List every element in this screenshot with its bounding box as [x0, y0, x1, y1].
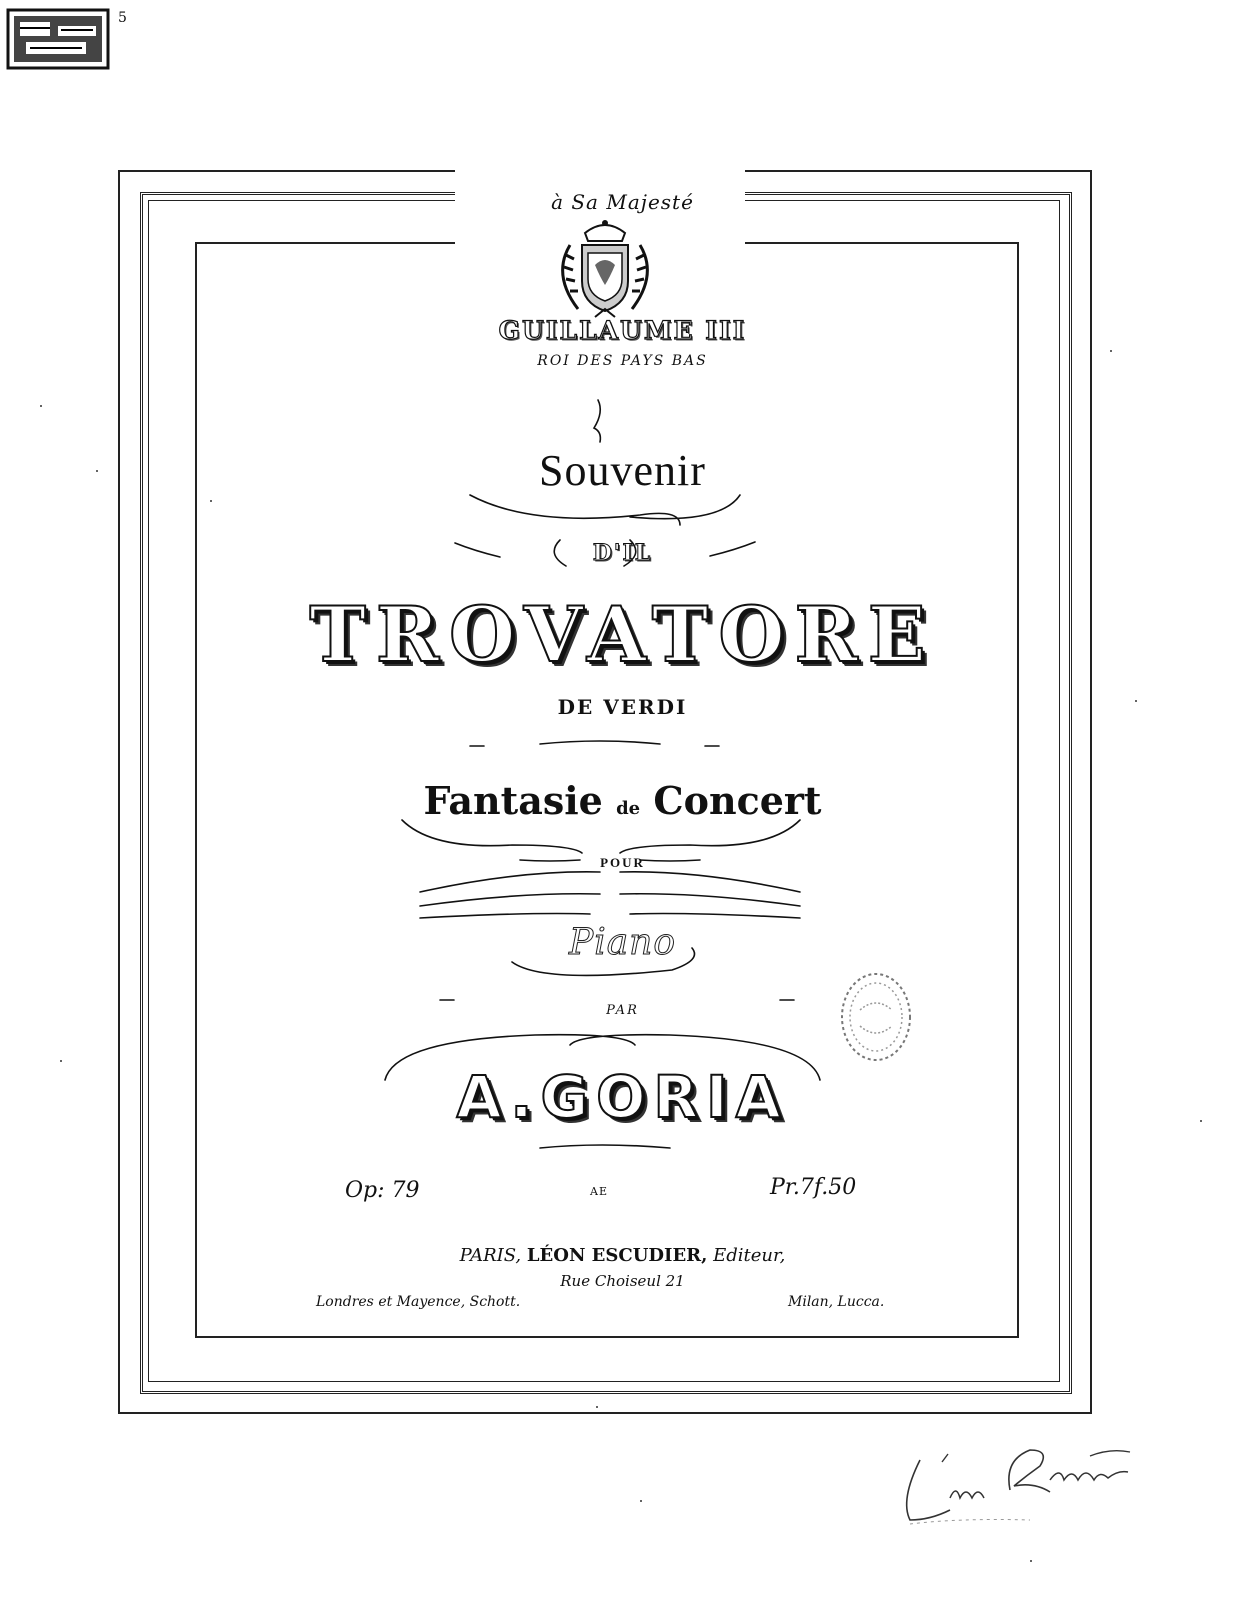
speck [1135, 700, 1137, 702]
dedication-text: à Sa Majesté [551, 190, 694, 214]
publisher-name: LÉON ESCUDIER, [526, 1245, 708, 1266]
instrument-piano: Piano [568, 922, 677, 963]
speck [596, 1406, 598, 1408]
ae-mark: AE [590, 1185, 608, 1198]
speck [1200, 1120, 1202, 1122]
corner-library-stamp [6, 8, 110, 70]
title-trovatore: TROVATORE [309, 590, 936, 679]
royal-crest-icon [540, 215, 670, 325]
de-word: de [616, 798, 641, 819]
title-dil: D'IL [592, 540, 653, 566]
signature-leon-escudier [880, 1440, 1170, 1530]
corner-mark: 5 [118, 10, 127, 26]
pour-label: POUR [600, 855, 645, 870]
speck [210, 500, 212, 502]
opus-number: Op: 79 [345, 1178, 420, 1203]
speck [1110, 350, 1112, 352]
speck [96, 470, 98, 472]
composer-name: A.GORIA [456, 1063, 789, 1131]
publisher-role: Editeur, [713, 1245, 786, 1266]
speck [640, 1500, 642, 1502]
price: Pr.7f.50 [770, 1175, 857, 1200]
publisher-address: Rue Choiseul 21 [560, 1272, 685, 1290]
speck [60, 1060, 62, 1062]
par-label: PAR [606, 1003, 639, 1018]
london-agent: Londres et Mayence, Schott. [316, 1294, 521, 1310]
library-seal-icon [838, 970, 914, 1064]
dedicatee-title: ROI DES PAYS BAS [537, 353, 708, 369]
publisher-line [0, 1245, 1245, 1266]
speck [1030, 1560, 1032, 1562]
dedicatee-name: GUILLAUME III [498, 316, 747, 345]
subtitle-fantasie [0, 778, 1245, 823]
publisher-city: PARIS, [459, 1245, 522, 1266]
fantasie-word: Fantasie [423, 778, 603, 823]
milan-agent: Milan, Lucca. [788, 1294, 885, 1310]
title-souvenir: Souvenir [539, 446, 706, 495]
speck [40, 405, 42, 407]
title-de-verdi: DE VERDI [557, 695, 688, 719]
concert-word: Concert [653, 778, 822, 823]
